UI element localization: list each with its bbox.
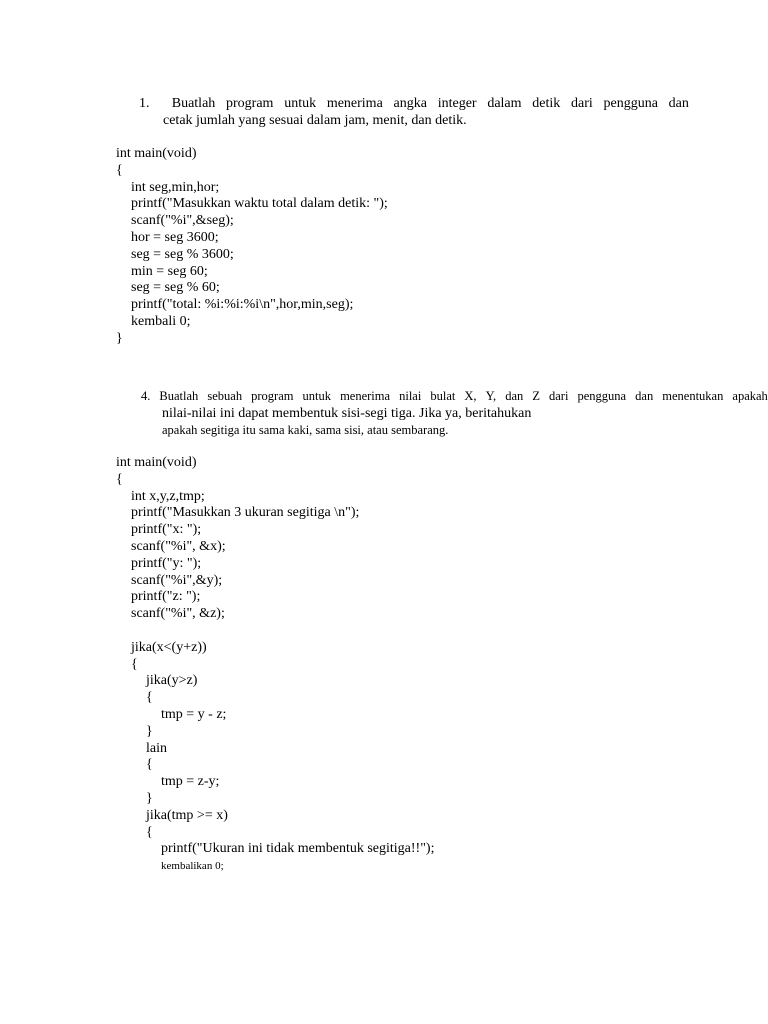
code-line: printf("z: "); xyxy=(131,589,201,605)
question-1-word: angka xyxy=(393,96,427,111)
question-4-word: dan xyxy=(505,389,524,403)
question-4-word: menentukan xyxy=(662,389,724,403)
question-4-word: dari xyxy=(549,389,569,403)
question-1-word: dan xyxy=(668,96,689,111)
question-4-word: Z xyxy=(532,389,540,403)
question-4-word: apakah xyxy=(732,389,768,403)
question-1-word: Buatlah xyxy=(171,96,216,111)
question-1-number: 1. xyxy=(139,96,150,111)
code-line: jika(tmp >= x) xyxy=(146,807,228,823)
question-1-word: detik xyxy=(532,96,561,111)
code-line: min = seg 60; xyxy=(131,263,208,279)
code-line: jika(x<(y+z)) xyxy=(131,639,207,655)
code-line: kembalikan 0; xyxy=(161,860,224,873)
code-line: int main(void) xyxy=(116,455,197,470)
question-1-word: integer xyxy=(437,96,477,111)
code-line: scanf("%i", &x); xyxy=(131,538,226,554)
question-4-line-2: nilai-nilai ini dapat membentuk sisi-segi tiga. Jika ya, beritahukan xyxy=(162,406,532,421)
question-4-number: 4. xyxy=(141,389,151,403)
code-line: printf("Masukkan 3 ukuran segitiga \n"); xyxy=(131,505,360,521)
code-line: printf("total: %i:%i:%i\n",hor,min,seg); xyxy=(131,297,354,313)
code-line: kembali 0; xyxy=(131,313,191,329)
code-line: scanf("%i", &z); xyxy=(131,606,225,622)
code-line: tmp = y - z; xyxy=(161,706,227,722)
question-4-word: nilai xyxy=(399,389,422,403)
code-line: int seg,min,hor; xyxy=(131,179,220,195)
code-line: int x,y,z,tmp; xyxy=(131,488,205,504)
code-line xyxy=(116,623,434,640)
question-4-word: program xyxy=(251,389,294,403)
code-line: seg = seg % 3600; xyxy=(131,246,234,262)
code-line: } xyxy=(116,330,123,346)
code-line: tmp = z-y; xyxy=(161,774,220,790)
question-4-word: Buatlah xyxy=(159,389,199,403)
question-4-word: X, xyxy=(464,389,477,403)
question-1-word: program xyxy=(226,96,274,111)
code-line: scanf("%i",&seg); xyxy=(131,213,234,229)
code-line: scanf("%i",&y); xyxy=(131,572,223,588)
question-4-word: bulat xyxy=(430,389,456,403)
code-line: int main(void) xyxy=(116,146,197,161)
question-1-word: dari xyxy=(571,96,593,111)
question-1-continuation: cetak jumlah yang sesuai dalam jam, menit, dan detik. xyxy=(163,113,467,128)
question-4 xyxy=(141,388,768,439)
code-block-2 xyxy=(116,455,434,875)
question-1-word: untuk xyxy=(284,96,317,111)
code-line: } xyxy=(146,790,153,806)
question-1-word: menerima xyxy=(326,96,383,111)
question-4-word: Y, xyxy=(485,389,497,403)
code-line: printf("Masukkan waktu total dalam detik: "); xyxy=(131,196,388,212)
question-4-word: dan xyxy=(635,389,654,403)
question-1 xyxy=(139,95,689,129)
code-line: printf("y: "); xyxy=(131,555,202,571)
code-line: { xyxy=(146,690,153,706)
question-1-word: dalam xyxy=(487,96,522,111)
question-4-word: menerima xyxy=(340,389,391,403)
code-line: seg = seg % 60; xyxy=(131,280,220,296)
question-4-word: sebuah xyxy=(207,389,243,403)
question-1-first-line xyxy=(139,95,689,112)
question-4-line-3: apakah segitiga itu sama kaki, sama sisi, atau sembarang. xyxy=(162,423,449,437)
question-4-word: untuk xyxy=(302,389,332,403)
code-line: { xyxy=(116,471,123,487)
code-line: lain xyxy=(146,740,167,756)
code-line: { xyxy=(116,162,123,178)
code-line: hor = seg 3600; xyxy=(131,229,219,245)
code-line: { xyxy=(146,824,153,840)
code-line: { xyxy=(146,757,153,773)
question-4-first-line xyxy=(141,388,768,405)
code-line: } xyxy=(146,723,153,739)
code-line: jika(y>z) xyxy=(146,673,198,689)
question-1-word: pengguna xyxy=(603,96,658,111)
question-4-word: pengguna xyxy=(577,389,627,403)
code-line: printf("x: "); xyxy=(131,522,202,538)
code-line: printf("Ukuran ini tidak membentuk segitiga!!"); xyxy=(161,841,435,857)
code-block-1 xyxy=(116,146,388,348)
code-line: { xyxy=(131,656,138,672)
